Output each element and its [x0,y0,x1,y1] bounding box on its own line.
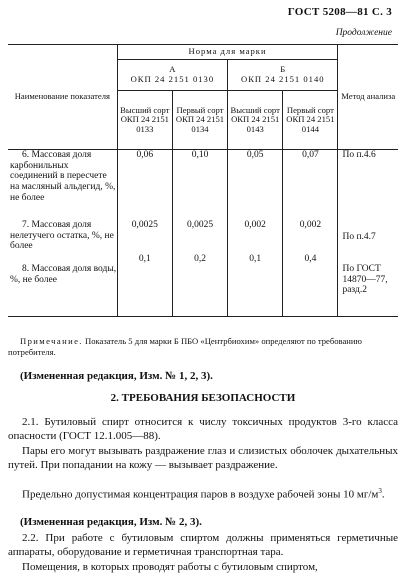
row-value: 0,0025 [117,220,172,254]
edition-note-2: (Измененная редакция, Изм. № 2, 3). [20,516,202,528]
subheader-grade: Первый сорт ОКП 24 2151 0144 [283,91,338,150]
header-norm: Норма для марки [117,45,338,60]
table-note [8,336,400,358]
brand-b-letter: Б [280,64,286,75]
paragraph-concentration: Предельно допустимая концентрация паров в воздухе рабочей зоны 10 $мг/м^3$. [22,487,385,501]
row-value: 0,10 [172,150,227,221]
edition-note-1: (Измененная редакция, Изм. № 1, 2, 3). [20,370,213,382]
row-indicator: 6. Массовая доля карбонильных соединений в пересчете на масляный альдегид, %, не более [8,150,117,221]
header-brand-a [117,60,227,91]
continuation-label: Продолжение [335,28,392,38]
brand-b-okp: ОКП 24 2151 0140 [240,74,325,84]
header-indicator-name: Наименование показателя [8,45,117,150]
row-value: 0,002 [228,220,283,254]
note-text: Показатель 5 для марки Б ПБО «Центрбиохим» определяют по требованию потребителя. [8,336,362,358]
row-value: 0,4 [283,254,338,317]
subheader-grade: Первый сорт ОКП 24 2151 0134 [172,91,227,150]
header-brand-b [228,60,338,91]
norms-table [8,44,398,317]
paragraph-2-1: 2.1. Бутиловый спирт относится к числу токсичных продуктов 3-го класса опасности (ГОСТ 12.1.005—88). [8,416,398,443]
row-value: 0,0025 [172,220,227,254]
header-method: Метод анализа [338,45,398,150]
row-value: 0,07 [283,150,338,221]
table-row [8,220,398,254]
row-value: 0,1 [117,254,172,317]
document-header-code: ГОСТ 5208—81 С. 3 [287,6,392,18]
superscript-3: 3 [378,487,382,495]
row-method: По п.4.6 [342,150,376,160]
row-value: 0,05 [228,150,283,221]
paragraph-vapours: Пары его могут вызывать раздражение глаз и слизистых оболочек дыхательных путей. При попадании на кожу — вызывает раздражение. [8,445,398,472]
row-method: По ГОСТ 14870—77, разд.2 [338,254,398,317]
row-method: По п.4.7 [342,231,376,242]
paragraph-premises: Помещения, в которых проводят работы с бутиловым спиртом, [22,561,318,573]
subheader-grade: Высший сорт ОКП 24 2151 0143 [228,91,283,150]
row-value: 0,002 [283,220,338,254]
table-row [8,254,398,317]
subheader-grade: Высший сорт ОКП 24 2151 0133 [117,91,172,150]
note-label: Примечание. [20,336,83,346]
table-row [8,150,398,221]
row-indicator: 7. Массовая доля нелетучего остатка, %, не более [8,220,117,254]
section-title: 2. ТРЕБОВАНИЯ БЕЗОПАСНОСТИ [110,392,296,404]
brand-a-okp: ОКП 24 2151 0130 [130,74,215,84]
row-value: 0,06 [117,150,172,221]
row-value: 0,1 [228,254,283,317]
row-value: 0,2 [172,254,227,317]
row-indicator: 8. Массовая доля воды, %, не более [8,254,117,317]
brand-a-letter: А [169,64,176,75]
paragraph-2-2: 2.2. При работе с бутиловым спиртом должны применяться герметичные аппараты, оборудование и герметичная транспортная тара. [8,532,398,559]
